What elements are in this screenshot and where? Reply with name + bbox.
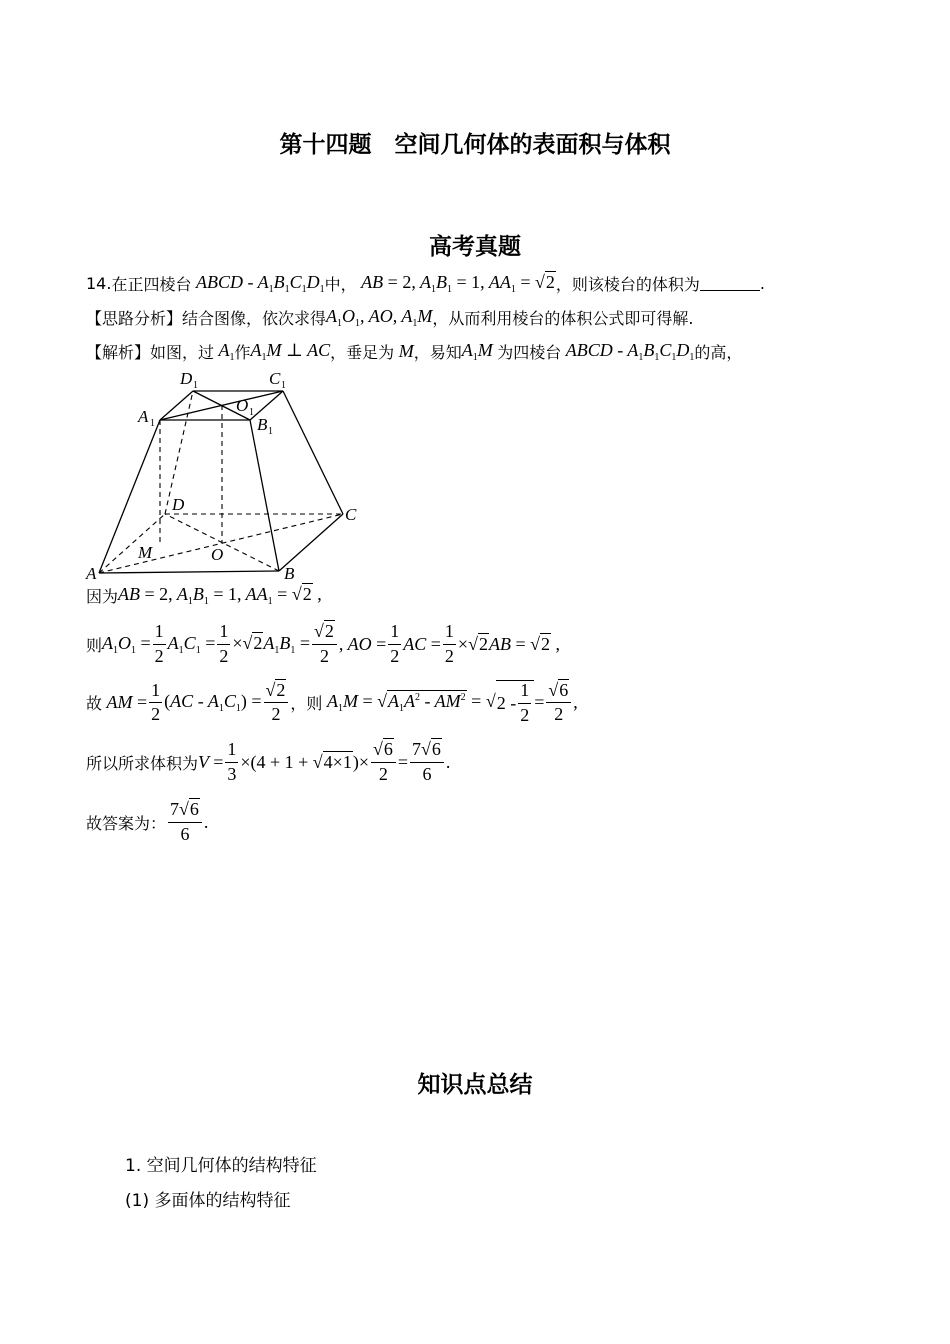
because-line: 因为 AB = 2, $A_1B_1 = 1$, $AA_1 = √2$ , <box>86 584 322 607</box>
svg-text:1: 1 <box>249 407 254 418</box>
problem-number: 14. <box>86 274 112 293</box>
diag-AC <box>99 514 343 573</box>
label-O1: O <box>236 396 249 415</box>
svg-text:1: 1 <box>193 380 198 391</box>
formula-perpendicular: $A_1M$ ⊥ AC <box>250 340 331 363</box>
label-A: A <box>86 564 97 583</box>
formula-frustum: ABCD - $A_1B_1C_1D_1$ <box>191 272 325 295</box>
label-D1: D <box>180 369 193 388</box>
label-M: M <box>138 543 153 562</box>
edge-BC <box>279 514 343 571</box>
solution-label: 【解析】 <box>86 343 151 362</box>
label-O: O <box>211 545 224 564</box>
analysis-label: 【思路分析】 <box>86 309 183 328</box>
frustum-figure <box>80 366 370 586</box>
section-title-knowledge: 知识点总结 <box>417 1072 533 1098</box>
formula-analysis: $A_1O_1$, AO, $A_1M$ <box>326 306 433 329</box>
hence-line: 故 AM = $\frac{1}{2}$ $(AC - A_1C_1)$ = $\frac{√2}{2}$ ，则 $A_1M = √A_1A^2 - AM^2$ = √ 2 - $\frac{1}{2}$ = $\frac{√6}{2}$ , <box>86 679 578 725</box>
then-line: 则 $A_1O_1$ = $\frac{1}{2}$ $A_1C_1$ = $\frac{1}{2}$ $\times√2A_1B_1$ = $\frac{√2}{2}$ , AO = $\frac{1}{2}$ AC = $\frac{1}{2}$ ×√2AB = √2 , <box>86 621 560 666</box>
analysis-line: 【思路分析】 结合图像，依次求得 $A_1O_1$, AO, $A_1M$ ，从而利用棱台的体积公式即可得解. <box>86 306 694 329</box>
svg-text:1: 1 <box>268 426 273 437</box>
svg-text:1: 1 <box>281 380 286 391</box>
knowledge-item-2: (1) 多面体的结构特征 <box>125 1191 291 1211</box>
label-C1: C <box>269 369 281 388</box>
edge-AB <box>99 571 279 573</box>
section-title-gaokao: 高考真题 <box>429 234 521 260</box>
label-D: D <box>172 495 185 514</box>
edge-CC1 <box>283 391 343 514</box>
knowledge-item-1: 1. 空间几何体的结构特征 <box>125 1156 317 1176</box>
formula-conditions: AB = 2, $A_1B_1 = 1$, $AA_1 = √2$ <box>356 272 555 295</box>
edge-AD <box>99 514 165 573</box>
label-B: B <box>284 564 295 583</box>
edge-BB1 <box>250 420 279 571</box>
label-B1: B <box>257 415 268 434</box>
answer-value: $\frac{7√6}{6}$ <box>168 800 202 845</box>
label-C: C <box>345 505 357 524</box>
svg-text:1: 1 <box>150 418 155 429</box>
solution-line: 【解析】 如图，过 $A_1$ 作 $A_1M$ ⊥ AC ，垂足为 M ，易知 $A_1M$ 为四棱台 ABCD - $A_1B_1C_1D_1$ 的高， <box>86 340 743 363</box>
volume-line: 所以所求体积为 V = $\frac{1}{3}$ ×(4 + 1 + √4×1)× $\frac{√6}{2}$ = $\frac{7√6}{6}$ . <box>86 739 451 784</box>
answer-blank <box>700 276 760 291</box>
main-title: 第十四题 空间几何体的表面积与体积 <box>279 132 671 158</box>
problem-statement: 14. 在正四棱台 ABCD - $A_1B_1C_1D_1$ 中， AB = 2, $A_1B_1 = 1$, $AA_1 = √2$ ，则该棱台的体积为 . <box>86 272 765 295</box>
label-A1: A <box>138 407 149 426</box>
answer-line: 故答案为： $\frac{7√6}{6}$ . <box>86 799 209 844</box>
